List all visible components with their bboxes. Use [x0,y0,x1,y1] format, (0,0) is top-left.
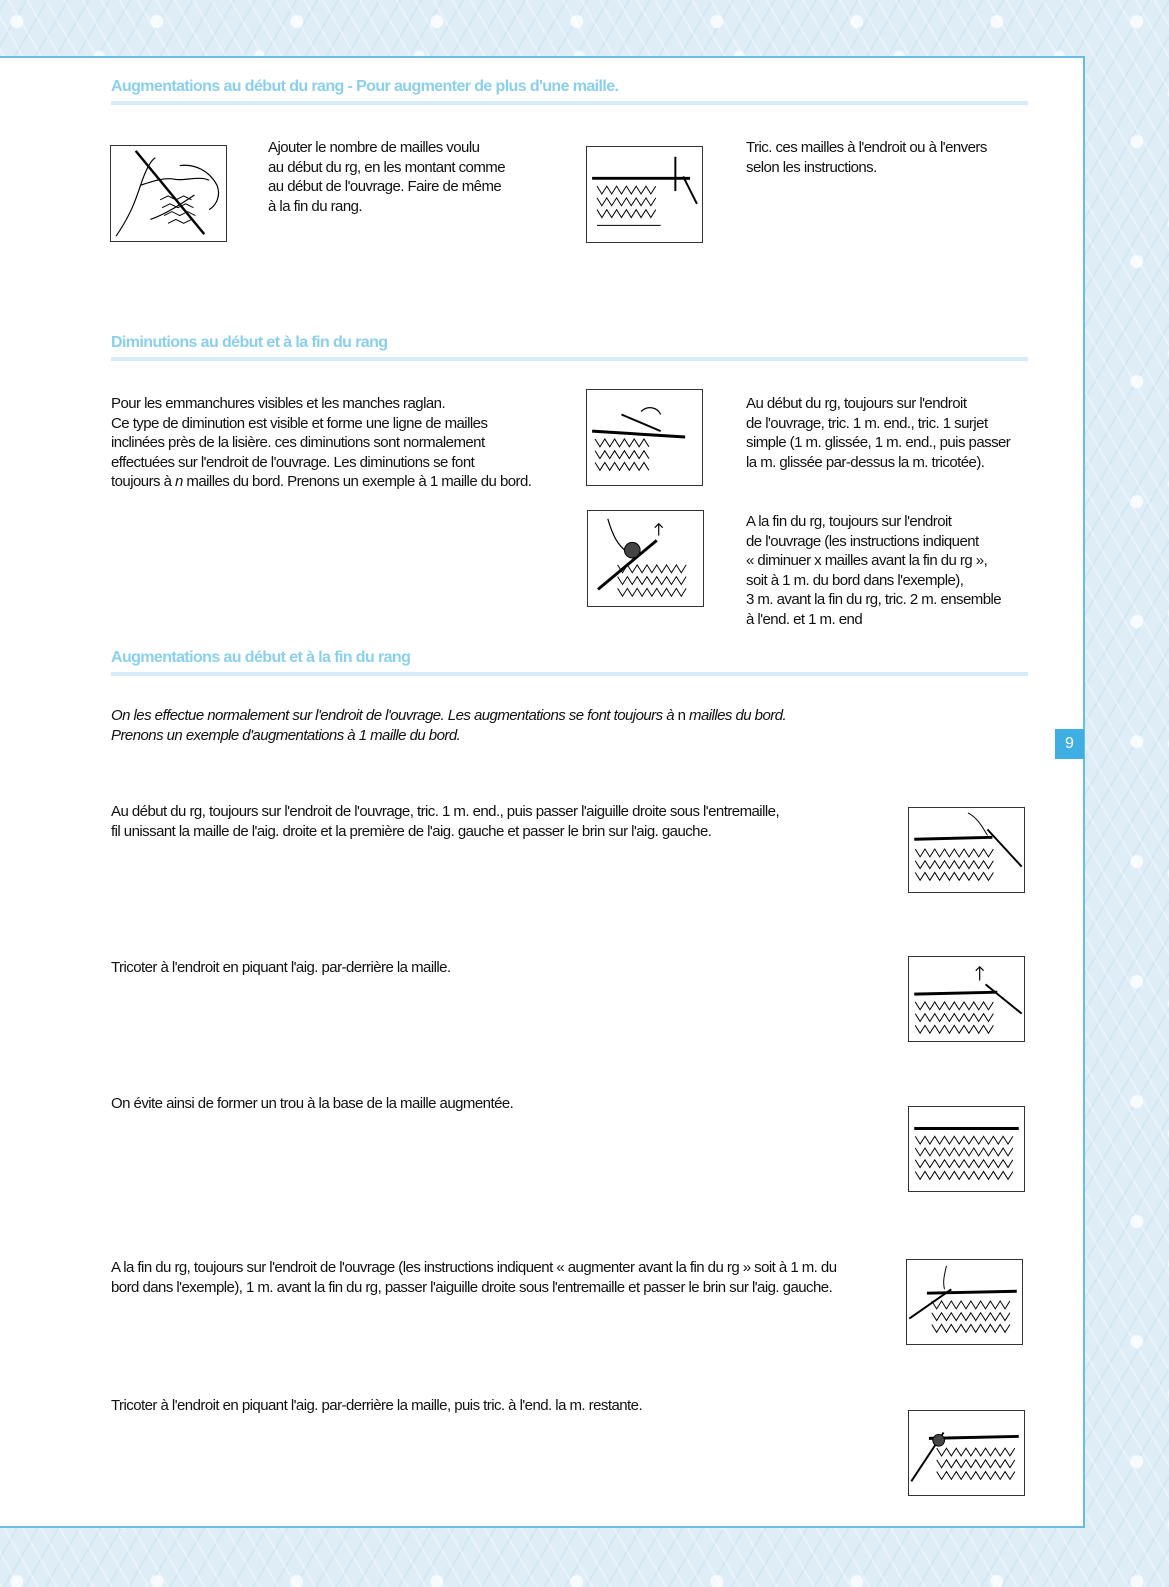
illustration-decrease-end [587,510,704,607]
text-line: Ajouter le nombre de mailles voulu [268,139,480,156]
text-line: Tric. ces mailles à l'endroit ou à l'envers [746,139,987,156]
text-line: fil unissant la maille de l'aig. droite et la première de l'aig. gauche et passer le brin sur l'aig. gauche. [111,822,712,840]
illustration-increase-pick-bar [908,807,1025,893]
text-line: à l'end. et 1 m. end [746,610,863,628]
text-line: Au début du rg, toujours sur l'endroit de l'ouvrage, tric. 1 m. end., puis passer l'aiguille droite sous l'entremaille, [111,803,780,820]
text-fragment: mailles du bord. Prenons un exemple à 1 maille du bord. [182,473,532,491]
text-line: au début du rg, en les montant comme [268,158,506,176]
illustration-increase-knit-back [908,956,1025,1042]
text-line: Au début du rg, toujours sur l'endroit [746,395,967,412]
text-increase-step-4 [111,1258,837,1297]
illustration-increase-result [908,1106,1025,1192]
section-heading-increase-start: Augmentations au début du rang - Pour augmenter de plus d'une maille. [111,78,1028,105]
text-increase-step-2 [111,958,451,978]
text-line: effectuées sur l'endroit de l'ouvrage. Les diminutions se font [111,453,475,471]
text-variable-n: n [677,707,686,724]
text-increase-intro [111,706,786,745]
text-fragment: mailles du bord. [685,707,787,724]
section-heading-increase: Augmentations au début et à la fin du rang [111,649,1028,676]
text-decrease-start-step [746,394,1010,472]
text-line: Ce type de diminution est visible et forme une ligne de mailles [111,414,488,432]
text-line: Tricoter à l'endroit en piquant l'aig. par-derrière la maille. [111,959,451,976]
text-line: soit à 1 m. du bord dans l'exemple), [746,571,964,589]
text-line [111,706,786,726]
text-line: A la fin du rg, toujours sur l'endroit de l'ouvrage (les instructions indiquent « augmenter avant la fin du rg » soit à 1 m. du [111,1259,837,1276]
text-line: « diminuer x mailles avant la fin du rg », [746,552,988,570]
text-line: de l'ouvrage (les instructions indiquent [746,532,979,550]
text-knit-stitches-instructions [746,138,987,177]
text-line: inclinées près de la lisière. ces diminutions sont normalement [111,434,485,452]
text-decrease-end-step [746,512,1001,630]
illustration-hands-casting-on [110,145,227,242]
text-line: à la fin du rang. [268,197,363,215]
text-variable-n: n [175,473,183,491]
illustration-increase-end-pick-bar [906,1259,1023,1345]
illustration-increase-end-knit-back [908,1410,1025,1496]
text-line: Pour les emmanchures visibles et les manches raglan. [111,395,446,412]
text-increase-step-1 [111,802,779,841]
text-line: simple (1 m. glissée, 1 m. end., puis passer [746,434,1011,452]
text-increase-step-3 [111,1094,513,1114]
text-line: la m. glissée par-dessus la m. tricotée). [746,453,985,471]
section-heading-decrease: Diminutions au début et à la fin du rang [111,334,1028,361]
text-line: de l'ouvrage, tric. 1 m. end., tric. 1 surjet [746,414,988,432]
text-line: A la fin du rg, toujours sur l'endroit [746,513,952,530]
text-increase-step-5 [111,1396,642,1416]
illustration-decrease-start [586,389,703,486]
text-fragment: toujours à [111,473,175,491]
text-line: Prenons un exemple d'augmentations à 1 maille du bord. [111,726,461,744]
text-increase-start-instructions [268,138,505,216]
text-line: au début de l'ouvrage. Faire de même [268,178,502,196]
text-line: Tricoter à l'endroit en piquant l'aig. par-derrière la maille, puis tric. à l'end. la m. restante. [111,1397,643,1414]
illustration-knitted-stitches-needles [586,146,703,243]
text-line: bord dans l'exemple), 1 m. avant la fin du rg, passer l'aiguille droite sous l'entremaille et passer le brin sur l'aig. gauche. [111,1278,833,1296]
text-line: On évite ainsi de former un trou à la base de la maille augmentée. [111,1095,514,1112]
text-line [111,472,531,492]
page-number-tab: 9 [1055,729,1084,759]
text-line: selon les instructions. [746,158,877,176]
text-decrease-intro [111,394,531,492]
text-line: 3 m. avant la fin du rg, tric. 2 m. ensemble [746,591,1002,609]
text-fragment: On les effectue normalement sur l'endroit de l'ouvrage. Les augmentations se font toujours à [111,707,678,724]
